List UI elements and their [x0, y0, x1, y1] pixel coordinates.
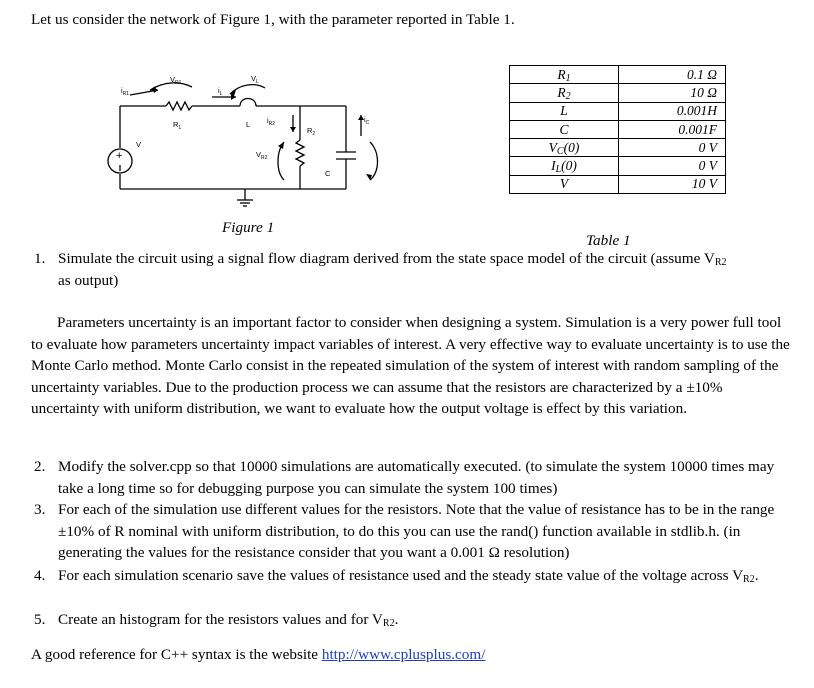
- question-4: [24, 565, 794, 587]
- label-source-plus: +: [116, 150, 123, 162]
- label-r2: $R_2$: [307, 126, 316, 137]
- intro-text: Let us consider the network of Figure 1, with the parameter reported in Table 1.: [31, 11, 515, 28]
- parameter-row: [510, 157, 726, 175]
- question-5-tail: .: [394, 611, 399, 628]
- question-4-number: 4.: [34, 567, 46, 584]
- label-c: C: [325, 169, 331, 178]
- arrowhead-i-r2: [290, 127, 296, 132]
- question-3-text: For each of the simulation use different values for the resistors. Note that the value of resistance has to be in the range ±10% of R nominal with uniform distribution, to do this you can use the rand() function available in stdlib.h. (in generating the values for the resistance consider that you want a 0.001 Ω resolution): [58, 501, 775, 562]
- reference-text: A good reference for C++ syntax is the website: [31, 646, 322, 663]
- parameter-symbol: I: [551, 158, 556, 174]
- question-4-text: For each simulation scenario save the values of resistance used and the steady state value of the voltage across V: [58, 567, 744, 584]
- label-l: L: [246, 120, 251, 129]
- parameter-suffix: (0): [563, 139, 580, 155]
- question-4-subscript: R2: [743, 574, 755, 585]
- parameter-symbol: V: [548, 139, 557, 155]
- inductor-l-symbol: [240, 99, 256, 107]
- label-v: V: [136, 140, 142, 149]
- parameter-value: 0.001H: [619, 102, 726, 120]
- parameter-name: [510, 84, 619, 102]
- question-5: [24, 609, 794, 631]
- label-r1: $R_1$: [173, 120, 182, 131]
- parameter-name: [510, 175, 619, 193]
- question-1: [24, 248, 794, 291]
- parameter-subscript: C: [556, 145, 564, 157]
- question-1-text-cont: as output): [58, 271, 119, 289]
- resistor-r2-symbol: [296, 140, 304, 166]
- parameter-row: [510, 66, 726, 84]
- monte-carlo-paragraph: Parameters uncertainty is an important factor to consider when designing a system. Simulation is a very power full tool to evaluate how parameters uncertainty impact variables of interest. A very effective way to evaluate uncertainty is to use the Monte Carlo method. Monte Carlo consist in the repeated simulation of the system of interest with random sampling of the uncertainty variables. Due to the production process we can assume that the resistors are characterized by a ±10% uncertainty with uniform distribution, we want to evaluate how the output voltage is effect by this variation.: [31, 314, 790, 418]
- question-1-subscript: R2: [714, 257, 727, 268]
- parameter-symbol: R: [557, 84, 566, 100]
- label-i-r2: $i_{R2}$: [267, 116, 276, 127]
- cplusplus-link[interactable]: http://www.cplusplus.com/: [321, 646, 486, 663]
- question-3: [24, 499, 794, 564]
- parameter-row: [510, 139, 726, 157]
- parameter-value: 0 V: [619, 139, 726, 157]
- question-2-text: Modify the solver.cpp so that 10000 simulations are automatically executed. (to simulate the system 10000 times may take a long time so for debugging purpose you can simulate the system 100 times): [58, 458, 775, 497]
- label-i-l: $i_L$: [218, 86, 223, 97]
- question-1-text: Simulate the circuit using a signal flow diagram derived from the state space model of the circuit (assume V: [58, 250, 715, 267]
- question-2-number: 2.: [34, 458, 46, 475]
- question-5-number: 5.: [34, 611, 46, 628]
- parameter-subscript: L: [555, 164, 562, 176]
- arrow-v-l: [230, 85, 265, 94]
- question-5-subscript: R2: [382, 618, 395, 629]
- parameter-name: [510, 157, 619, 175]
- parameter-value: 0.001F: [619, 120, 726, 138]
- parameter-suffix: (0): [561, 158, 577, 174]
- question-5-text: Create an histogram for the resistors values and for V: [58, 611, 383, 628]
- reference-line: [31, 645, 485, 665]
- table-caption: Table 1: [586, 232, 631, 249]
- parameter-row: [510, 175, 726, 193]
- parameter-name: [510, 120, 619, 138]
- question-4-tail: .: [754, 567, 759, 584]
- parameter-symbol: C: [559, 121, 569, 137]
- label-v-l: $V_L$: [251, 74, 259, 85]
- resistor-r1-symbol: [166, 102, 192, 110]
- parameter-table: [509, 65, 726, 194]
- parameter-name: [510, 102, 619, 120]
- parameter-subscript: 1: [565, 72, 571, 84]
- parameter-value: 0 V: [619, 157, 726, 175]
- parameter-symbol: R: [557, 66, 566, 82]
- figure-caption: Figure 1: [222, 219, 275, 236]
- parameter-name: [510, 66, 619, 84]
- label-i-c: $i_C$: [364, 115, 370, 126]
- parameter-subscript: 2: [565, 90, 571, 102]
- parameter-name: [510, 139, 619, 157]
- label-i-r1: $i_{R1}$: [121, 86, 130, 97]
- arrow-v-c: [370, 142, 378, 180]
- parameter-value: 10 Ω: [619, 84, 726, 102]
- label-v-r1: $V_{R1}$: [170, 75, 182, 86]
- parameter-value: 0.1 Ω: [619, 66, 726, 84]
- question-3-number: 3.: [34, 501, 46, 518]
- question-1-number: 1.: [34, 250, 46, 267]
- parameter-symbol: V: [559, 176, 569, 192]
- parameter-value: 10 V: [619, 175, 726, 193]
- parameter-row: [510, 120, 726, 138]
- circuit-figure: [100, 60, 390, 225]
- label-v-r2: $V_{R2}$: [256, 150, 268, 161]
- parameter-symbol: L: [560, 103, 568, 119]
- parameter-row: [510, 84, 726, 102]
- question-2: [24, 456, 794, 499]
- parameter-row: [510, 102, 726, 120]
